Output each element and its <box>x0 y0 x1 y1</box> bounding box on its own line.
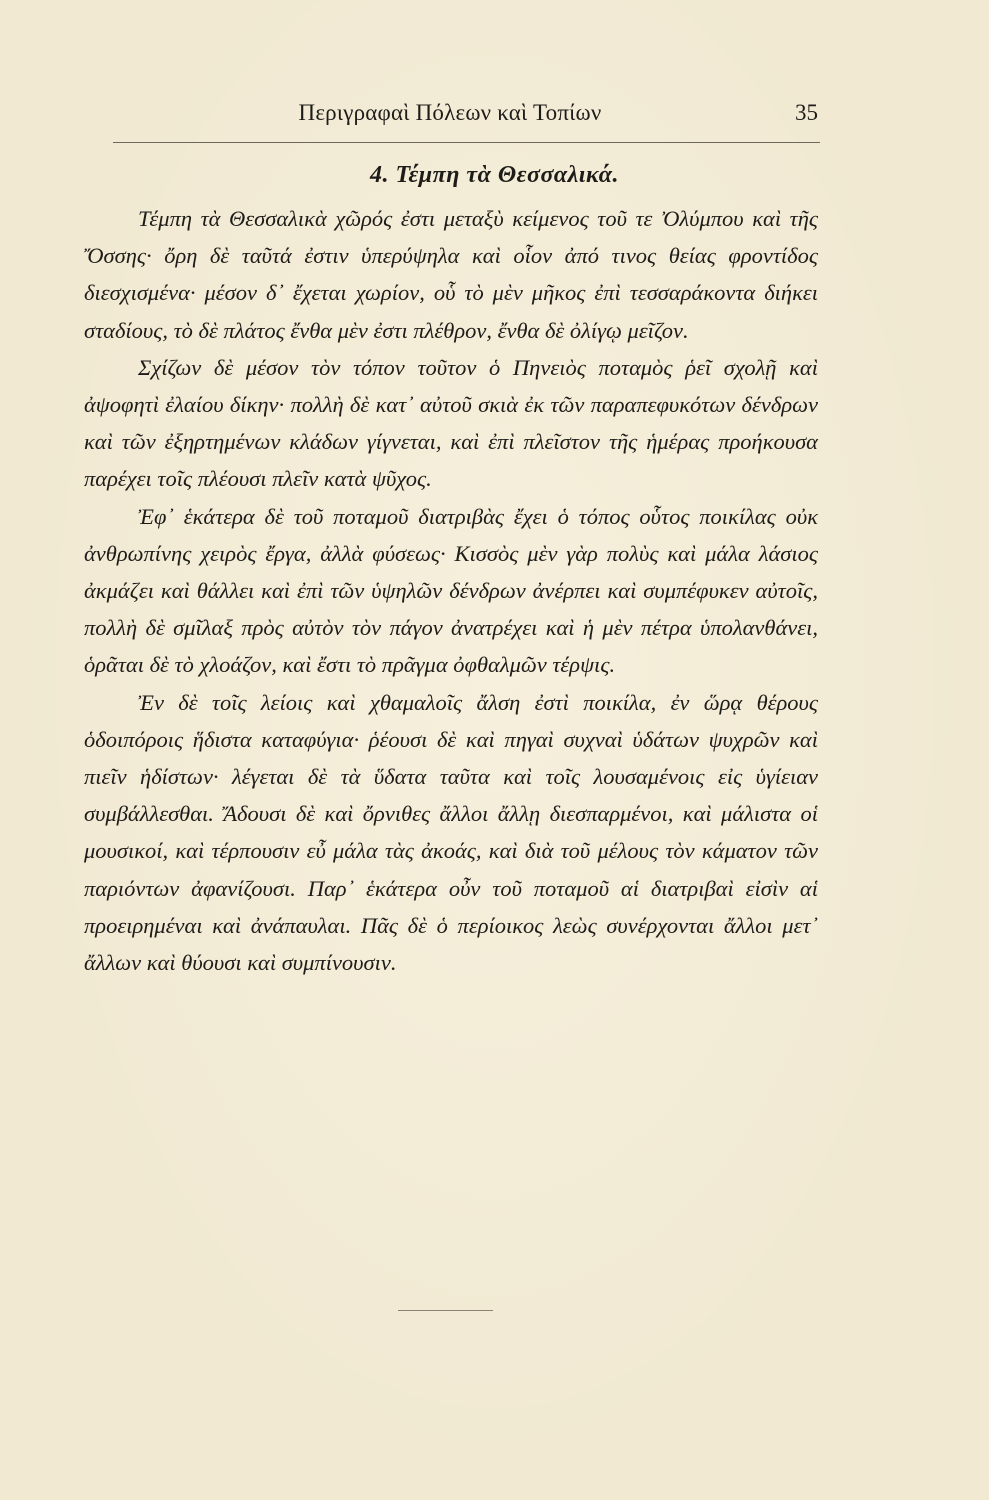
page-header <box>0 100 989 140</box>
section-title: 4. Τέμπη τὰ Θεσσαλικά. <box>369 162 620 188</box>
paragraph-1: Τέμπη τὰ Θεσσαλικὰ χῶρός ἐστι μεταξὺ κείμενος τοῦ τε Ὀλύμπου καὶ τῆς Ὄσσης· ὄρη δὲ ταῦτά ἐστιν ὑπερύψηλα καὶ οἷον ἀπό τινος θείας φροντίδος διεσχισμένα· μέσον δ᾽ ἔχεται χωρίον, οὗ τὸ μὲν μῆκος ἐπὶ τεσσαράκοντα διήκει σταδίους, τὸ δὲ πλάτος ἔνθα μὲν ἐστι πλέθρον, ἔνθα δὲ ὀλίγῳ μεῖζον. <box>84 206 818 343</box>
header-rule <box>113 142 820 143</box>
section-end-rule <box>398 1310 493 1311</box>
running-title: Περιγραφαὶ Πόλεων καὶ Τοπίων <box>298 100 602 125</box>
paragraph-2: Σχίζων δὲ μέσον τὸν τόπον τοῦτον ὁ Πηνειὸς ποταμὸς ῥεῖ σχολῇ καὶ ἀψοφητὶ ἐλαίου δίκην· πολλὴ δὲ κατ᾽ αὐτοῦ σκιὰ ἐκ τῶν παραπεφυκότων δένδρων καὶ τῶν ἐξηρτημένων κλάδων γίγνεται, καὶ ἐπὶ πλεῖστον τῆς ἡμέρας προήκουσα παρέχει τοῖς πλέουσι πλεῖν κατὰ ψῦχος. <box>84 354 818 492</box>
paragraph-4: Ἐν δὲ τοῖς λείοις καὶ χθαμαλοῖς ἄλση ἐστὶ ποικίλα, ἐν ὥρᾳ θέρους ὁδοιπόροις ἥδιστα καταφύγια· ῥέουσι δὲ καὶ πηγαὶ συχναὶ ὑδάτων ψυχρῶν καὶ πιεῖν ἡδίστων· λέγεται δὲ τὰ ὕδατα ταῦτα καὶ τοῖς λουσαμένοις εἰς ὑγίειαν συμβάλλεσθαι. Ἄδουσι δὲ καὶ ὄρνιθες ἄλλοι ἄλλῃ διεσπαρμένοι, καὶ μάλιστα οἱ μουσικοί, καὶ τέρπουσιν εὖ μάλα τὰς ἀκοάς, καὶ διὰ τοῦ μέλους τὸν κάματον τῶν παριόντων ἀφανίζουσι. Παρ᾽ ἑκάτερα οὖν τοῦ ποταμοῦ αἱ διατριβαὶ εἰσὶν αἱ προειρημέναι καὶ ἀνάπαυλαι. Πᾶς δὲ ὁ περίοικος λεὼς συνέρχονται ἄλλοι μετ᾽ ἄλλων καὶ θύουσι καὶ συμπίνουσιν. <box>84 689 818 976</box>
paragraph-3: Ἐφ᾽ ἑκάτερα δὲ τοῦ ποταμοῦ διατριβὰς ἔχει ὁ τόπος οὗτος ποικίλας οὐκ ἀνθρωπίνης χειρὸς ἔργα, ἀλλὰ φύσεως· Κισσὸς μὲν γὰρ πολὺς καὶ μάλα λάσιος ἀκμάζει καὶ θάλλει καὶ ἐπὶ τῶν ὑψηλῶν δένδρων ἀνέρπει καὶ συμπέφυκεν αὐτοῖς, πολλὴ δὲ σμῖλαξ πρὸς αὐτὸν τὸν πάγον ἀνατρέχει καὶ ἡ μὲν πέτρα ὑπολανθάνει, ὁρᾶται δὲ τὸ χλοάζον, καὶ ἔστι τὸ πρᾶγμα ὀφθαλμῶν τέρψις. <box>84 503 818 678</box>
page-number: 35 <box>795 100 818 125</box>
body-text <box>84 200 818 981</box>
